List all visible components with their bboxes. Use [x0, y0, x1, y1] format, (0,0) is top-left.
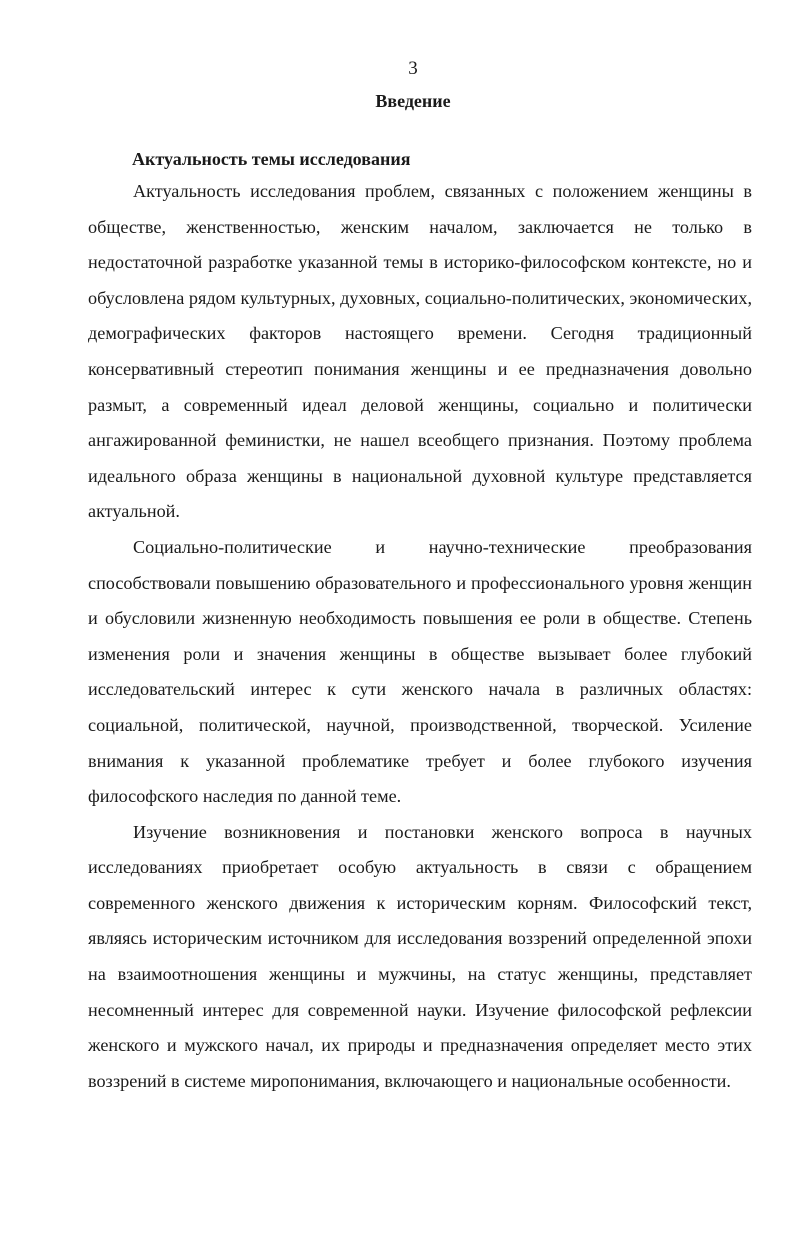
section-heading: Актуальность темы исследования: [132, 149, 411, 169]
page-number: 3: [408, 58, 418, 79]
section-body: [88, 174, 752, 1099]
paragraph-1: Актуальность исследования проблем, связанных с положением женщины в обществе, женственностью, женским началом, заключается не только в недостаточной разработке указанной темы в историко-философском контексте, но и обусловлена рядом культурных, духовных, социально-политических, экономических, демографических факторов настоящего времени. Сегодня традиционный консервативный стереотип понимания женщины и ее предназначения довольно размыт, а современный идеал деловой женщины, социально и политически ангажированной феминистки, не нашел всеобщего признания. Поэтому проблема идеального образа женщины в национальной духовной культуре представляется актуальной.: [88, 181, 752, 522]
paragraph-2: Социально-политические и научно-технические преобразования способствовали повышению образовательного и профессионального уровня женщин и обусловили жизненную необходимость повышения ее роли в обществе. Степень изменения роли и значения женщины в обществе вызывает более глубокий исследовательский интерес к сути женского начала в различных областях: социальной, политической, научной, производственной, творческой. Усиление внимания к указанной проблематике требует и более глубокого изучения философского наследия по данной теме.: [88, 536, 752, 807]
page-title: Введение: [375, 91, 451, 111]
paragraph-3: Изучение возникновения и постановки женского вопроса в научных исследованиях приобретает особую актуальность в связи с обращением современного женского движения к историческим корням. Философский текст, являясь историческим источником для исследования воззрений определенной эпохи на взаимоотношения женщины и мужчины, на статус женщины, представляет несомненный интерес для современной науки. Изучение философской рефлексии женского и мужского начал, их природы и предназначения определяет место этих воззрений в системе миропонимания, включающего и национальные особенности.: [88, 821, 752, 1091]
